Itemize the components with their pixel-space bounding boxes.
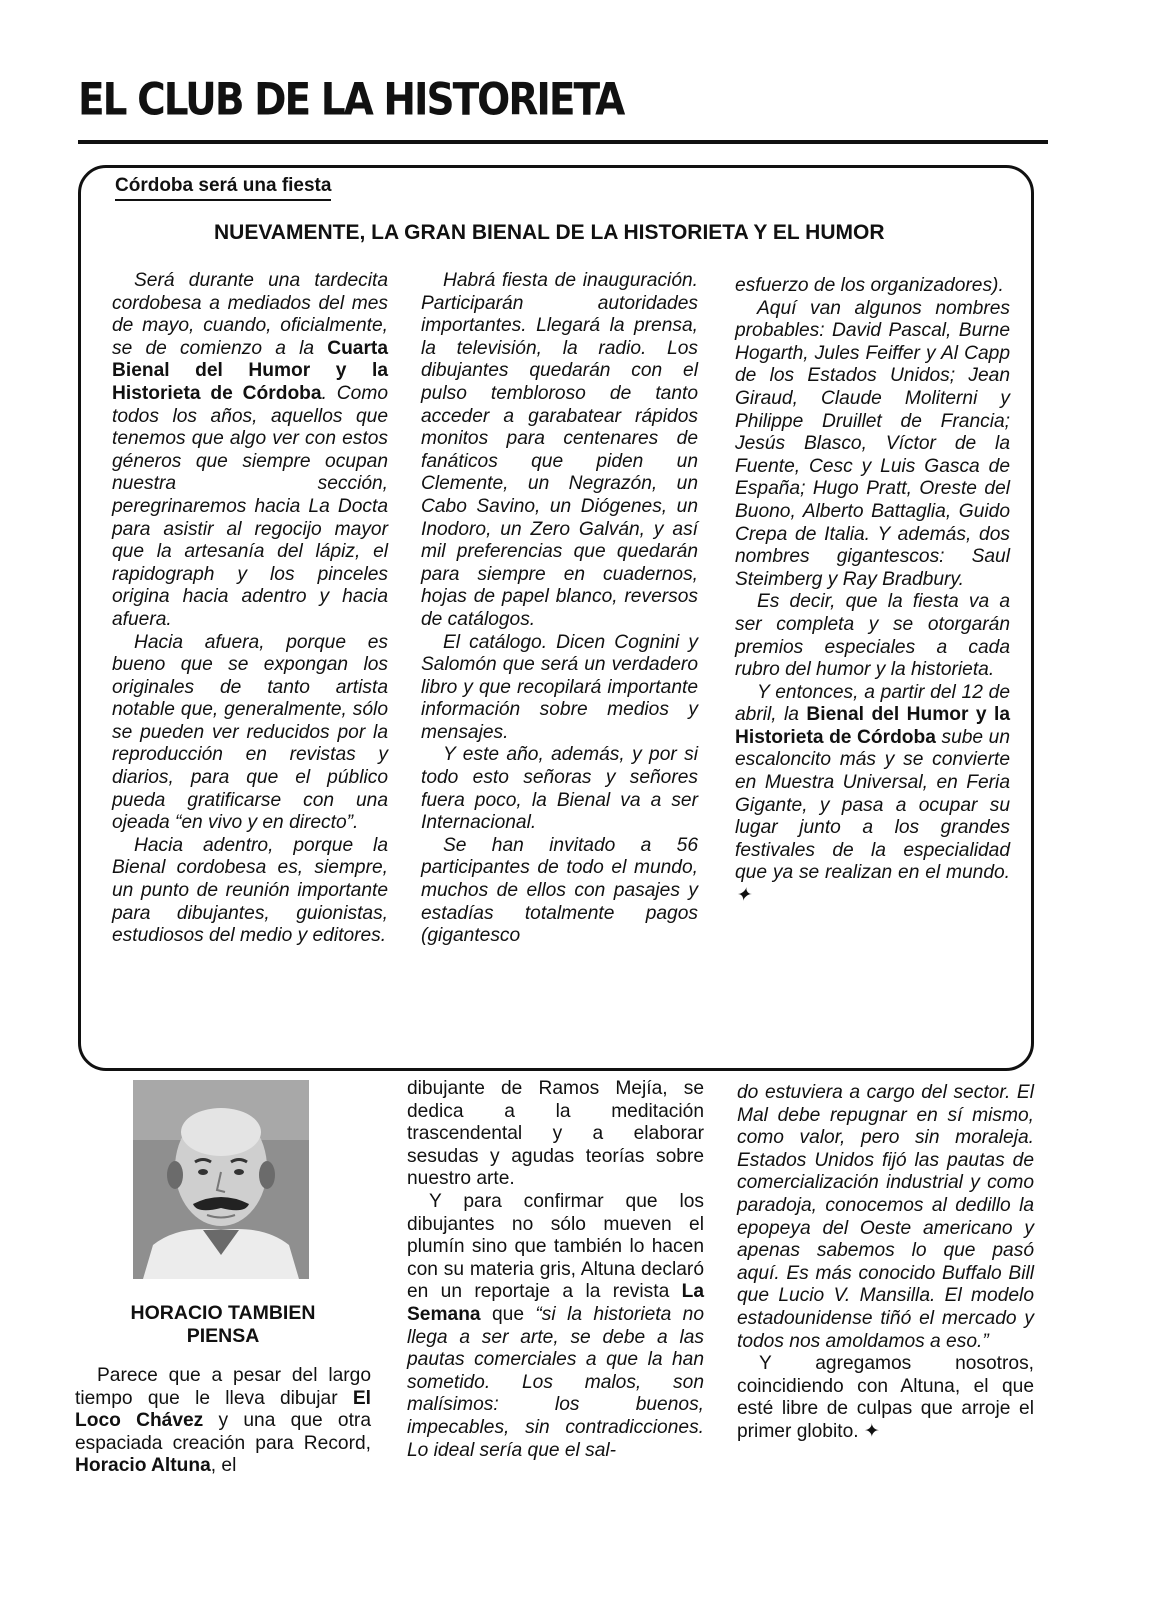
paragraph: El catálogo. Dicen Cognini y Salomón que será un verdadero libro y que recopilará importante información sobre medios y mensajes. — [421, 631, 698, 743]
paragraph: Y para confirmar que los dibujantes no sólo mueven el plumín sino que también lo hacen con su materia gris, Altuna declaró en un reportaje a la revista La Semana que “si la historieta no llega a ser arte, se debe a las pautas comerciales a que la han sometido. Los malos, son malísimos: los buenos, impecables, sin contradicciones. Lo ideal sería que el sal- — [407, 1190, 704, 1461]
paragraph: Y entonces, a partir del 12 de abril, la Bienal del Humor y la Historieta de Córdoba sube un escaloncito más y se convierte en Muestra Universal, en Feria Gigante, y pasa a ocupar su lugar junto a los grandes festivales de la especialidad que ya se realizan en el mundo. ✦ — [735, 681, 1010, 907]
box-kicker: Córdoba será una fiesta — [115, 175, 331, 201]
paragraph: Es decir, que la fiesta va a ser completa y se otorgarán premios especiales a cada rubro del humor y la historieta. — [735, 591, 1010, 681]
paragraph: Se han invitado a 56 participantes de todo el mundo, muchos de ellos con pasajes y estadías totalmente pagos (gigantesco — [421, 834, 698, 947]
box-column-2 — [421, 270, 698, 948]
paragraph: Parece que a pesar del largo tiempo que le lleva dibujar El Loco Chávez y una que otra espaciada creación para Record, Horacio Altuna, el — [75, 1365, 371, 1477]
paragraph: Será durante una tardecita cordobesa a mediados del mes de mayo, cuando, oficialmente, se de comienzo a la Cuarta Bienal del Humor y la Historieta de Córdoba. Como todos los años, aquellos que tenemos que algo ver con estos géneros que siempre ocupan nuestra sección, peregrinaremos hacia La Docta para asistir al regocijo mayor que la artesanía del lápiz, el rapidograph y los pinceles origina hacia adentro y hacia afuera. — [112, 270, 388, 630]
paragraph: esfuerzo de los organizadores). — [735, 275, 1004, 296]
masthead: EL CLUB DE LA HISTORIETA — [78, 74, 624, 126]
box-column-3 — [735, 275, 1010, 908]
paragraph: do estuviera a cargo del sector. El Mal debe repugnar en sí mismo, como valor, pero sin moraleja. Estados Unidos fijó las pautas de comercialización industrial y como paradoja, conocemos al dedillo la epopeya del Oeste americano y apenas sabemos lo que pasó aquí. Es más conocido Buffalo Bill que Lucio V. Mansilla. El modelo estadounidense tiñó el mercado y todos nos amoldamos a eso.” — [737, 1082, 1034, 1352]
masthead-rule — [78, 140, 1048, 144]
paragraph: Y agregamos nosotros, coincidiendo con Altuna, el que esté libre de culpas que arroje el primer globito. ✦ — [737, 1353, 1034, 1442]
article-column-3 — [737, 1082, 1034, 1444]
article-column-1 — [75, 1365, 371, 1478]
portrait-figure — [133, 1080, 309, 1279]
box-column-1 — [112, 270, 388, 948]
paragraph: Hacia afuera, porque es bueno que se expongan los originales de tanto artista notable que, generalmente, sólo se pueden ver reducidos por la reproducción en revistas y diarios, para que el público pueda gratificarse con una ojeada “en vivo y en directo”. — [112, 631, 388, 834]
paragraph: Hacia adentro, porque la Bienal cordobesa es, siempre, un punto de reunión importante para dibujantes, guionistas, estudiosos del medio y editores. — [112, 834, 388, 947]
paragraph: Y este año, además, y por si todo esto señoras y señores fuera poco, la Bienal va a ser Internacional. — [421, 744, 698, 834]
portrait-photo — [133, 1080, 309, 1279]
article-column-2 — [407, 1078, 704, 1462]
paragraph: Aquí van algunos nombres probables: David Pascal, Burne Hogarth, Jules Feiffer y Al Capp de los Estados Unidos; Jean Giraud, Claude Moliterni y Philippe Druillet de Francia; Jesús Blasco, Víctor de la Fuente, Cesc y Luis Gasca de España; Hugo Pratt, Oreste del Buono, Alberto Battaglia, Guido Crepa de Italia. Y además, dos nombres gigantescos: Saul Steimberg y Ray Bradbury. — [735, 297, 1010, 590]
box-headline: NUEVAMENTE, LA GRAN BIENAL DE LA HISTORIETA Y EL HUMOR — [214, 221, 885, 244]
paragraph: dibujante de Ramos Mejía, se dedica a la meditación trascendental y a elaborar sesudas y agudas teorías sobre nuestro arte. — [407, 1078, 704, 1190]
paragraph: Habrá fiesta de inauguración. Participarán autoridades importantes. Llegará la prensa, la televisión, la radio. Los dibujantes quedarán con el pulso tembloroso de tanto acceder a garabatear rápidos monitos para centenares de fanáticos que piden un Clemente, un Negrazón, un Cabo Savino, un Diógenes, un Inodoro, un Zero Galván, y así mil preferencias que quedarán para siempre en cuadernos, hojas de papel blanco, reversos de catálogos. — [421, 270, 698, 630]
article-headline: HORACIO TAMBIEN PIENSA — [130, 1302, 316, 1347]
